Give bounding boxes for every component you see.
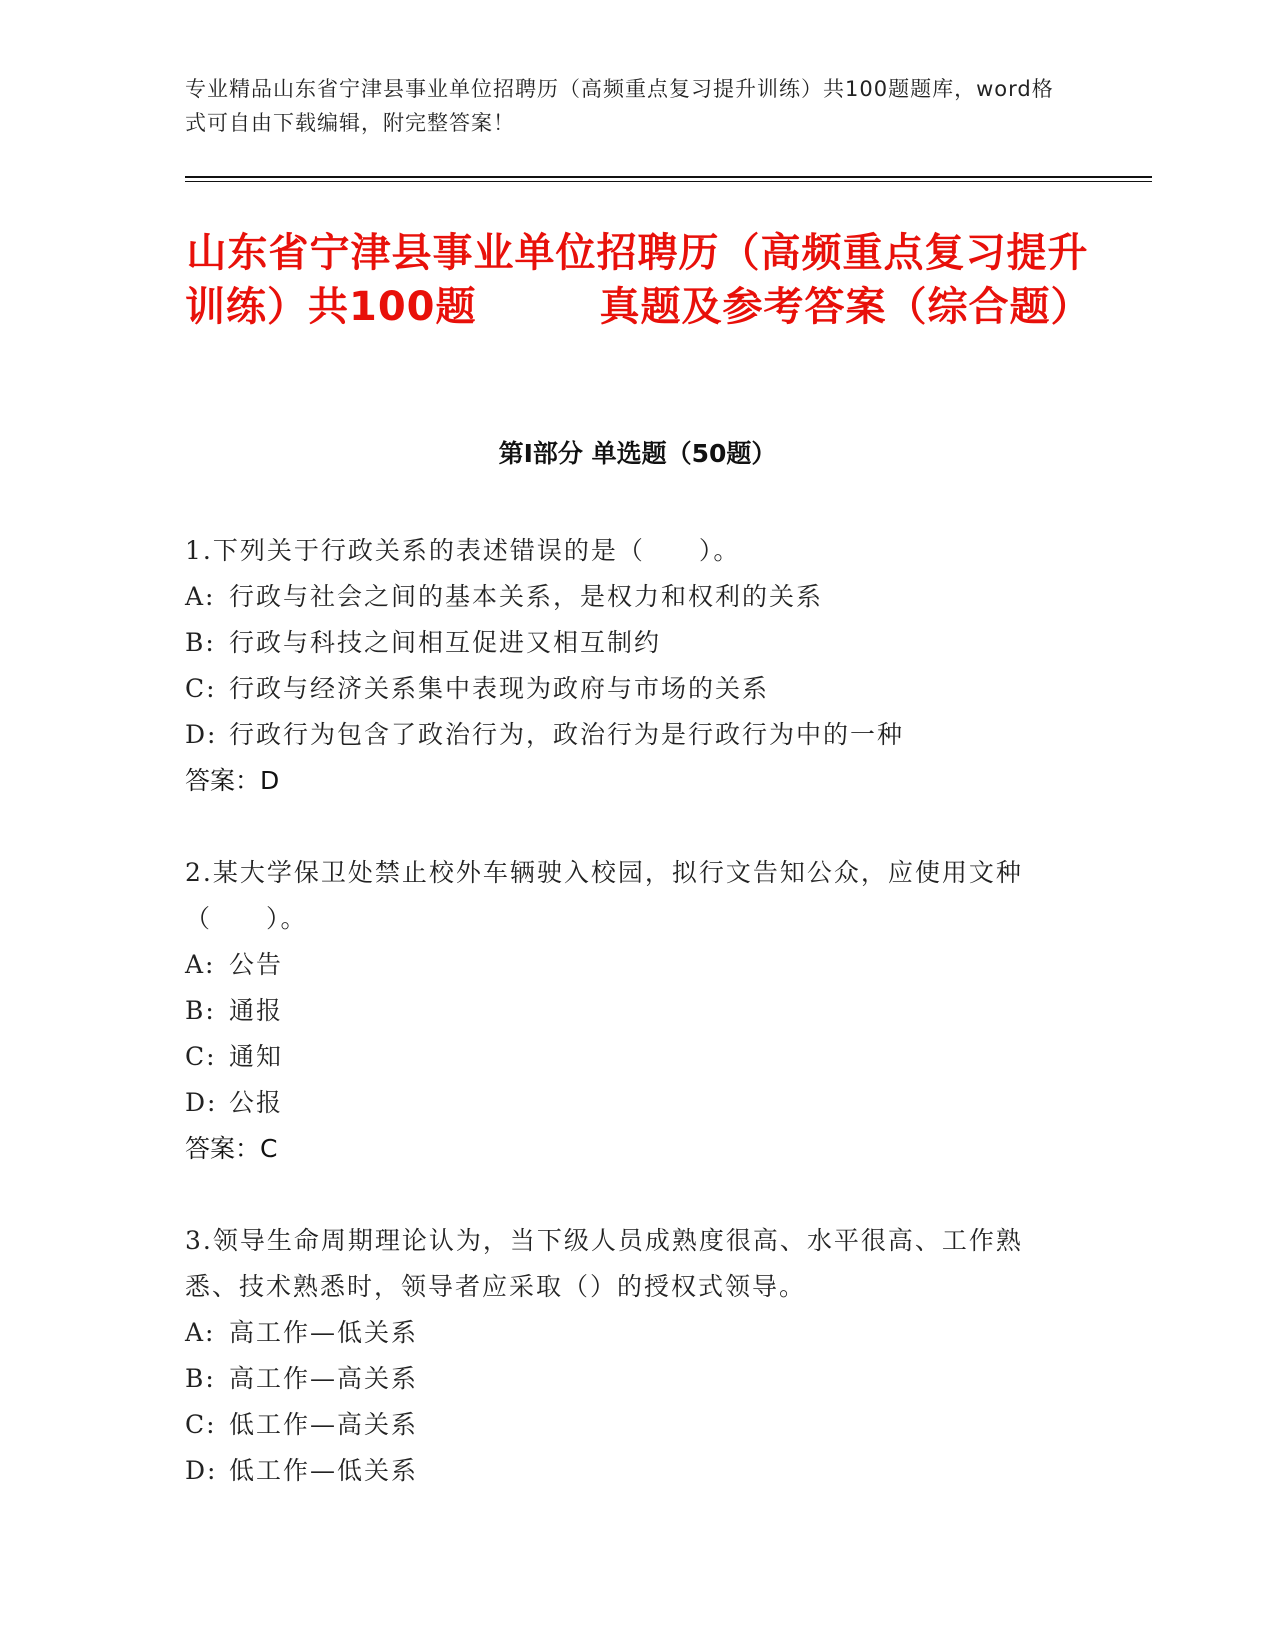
option-text: 通报 xyxy=(229,996,284,1025)
answer-line: 答案：D xyxy=(185,766,280,795)
option-text: 高工作—低关系 xyxy=(229,1318,419,1347)
option-letter: B: xyxy=(185,1364,216,1393)
option-c xyxy=(185,1402,1065,1448)
option-text: 行政行为包含了政治行为，政治行为是行政行为中的一种 xyxy=(229,720,905,749)
answer-line: 答案：C xyxy=(185,1134,278,1163)
question-item xyxy=(185,1218,1065,1494)
document-title: 山东省宁津县事业单位招聘历（高频重点复习提升训练）共100题 真题及参考答案（综合题） xyxy=(185,230,1092,330)
option-a xyxy=(185,574,1065,620)
option-text: 公告 xyxy=(229,950,284,979)
option-letter: A: xyxy=(185,1318,216,1347)
option-c xyxy=(185,666,1065,712)
option-d xyxy=(185,712,1065,758)
option-a xyxy=(185,1310,1065,1356)
question-item xyxy=(185,850,1065,1172)
option-text: 通知 xyxy=(229,1042,284,1071)
option-letter: B: xyxy=(185,628,216,657)
option-text: 行政与科技之间相互促进又相互制约 xyxy=(229,628,662,657)
question-stem: 1.下列关于行政关系的表述错误的是（ ）。 xyxy=(185,536,741,565)
option-text: 低工作—高关系 xyxy=(229,1410,419,1439)
option-letter: C: xyxy=(185,1042,217,1071)
header-note: 专业精品山东省宁津县事业单位招聘历（高频重点复习提升训练）共100题题库，word格式可自由下载编辑，附完整答案！ xyxy=(185,77,1054,135)
option-b xyxy=(185,988,1065,1034)
question-item xyxy=(185,528,1065,804)
question-list xyxy=(185,528,1065,1540)
option-text: 行政与社会之间的基本关系，是权力和权利的关系 xyxy=(229,582,824,611)
header-rule-thick xyxy=(185,176,1152,178)
option-letter: B: xyxy=(185,996,216,1025)
option-letter: D: xyxy=(185,720,218,749)
option-text: 高工作—高关系 xyxy=(229,1364,419,1393)
option-d xyxy=(185,1080,1065,1126)
option-text: 行政与经济关系集中表现为政府与市场的关系 xyxy=(229,674,770,703)
header-rule-thin xyxy=(185,181,1152,182)
option-c xyxy=(185,1034,1065,1080)
option-b xyxy=(185,620,1065,666)
option-text: 公报 xyxy=(229,1088,284,1117)
section-title: 第Ⅰ部分 单选题（50题） xyxy=(498,439,777,468)
option-b xyxy=(185,1356,1065,1402)
option-text: 低工作—低关系 xyxy=(229,1456,419,1485)
option-letter: C: xyxy=(185,1410,217,1439)
question-stem: 3.领导生命周期理论认为，当下级人员成熟度很高、水平很高、工作熟悉、技术熟悉时，领导者应采取（）的授权式领导。 xyxy=(185,1226,1023,1301)
question-stem: 2.某大学保卫处禁止校外车辆驶入校园，拟行文告知公众，应使用文种（ ）。 xyxy=(185,858,1023,933)
option-a xyxy=(185,942,1065,988)
option-letter: C: xyxy=(185,674,217,703)
option-letter: D: xyxy=(185,1088,218,1117)
option-letter: A: xyxy=(185,950,216,979)
option-d xyxy=(185,1448,1065,1494)
option-letter: D: xyxy=(185,1456,218,1485)
option-letter: A: xyxy=(185,582,216,611)
